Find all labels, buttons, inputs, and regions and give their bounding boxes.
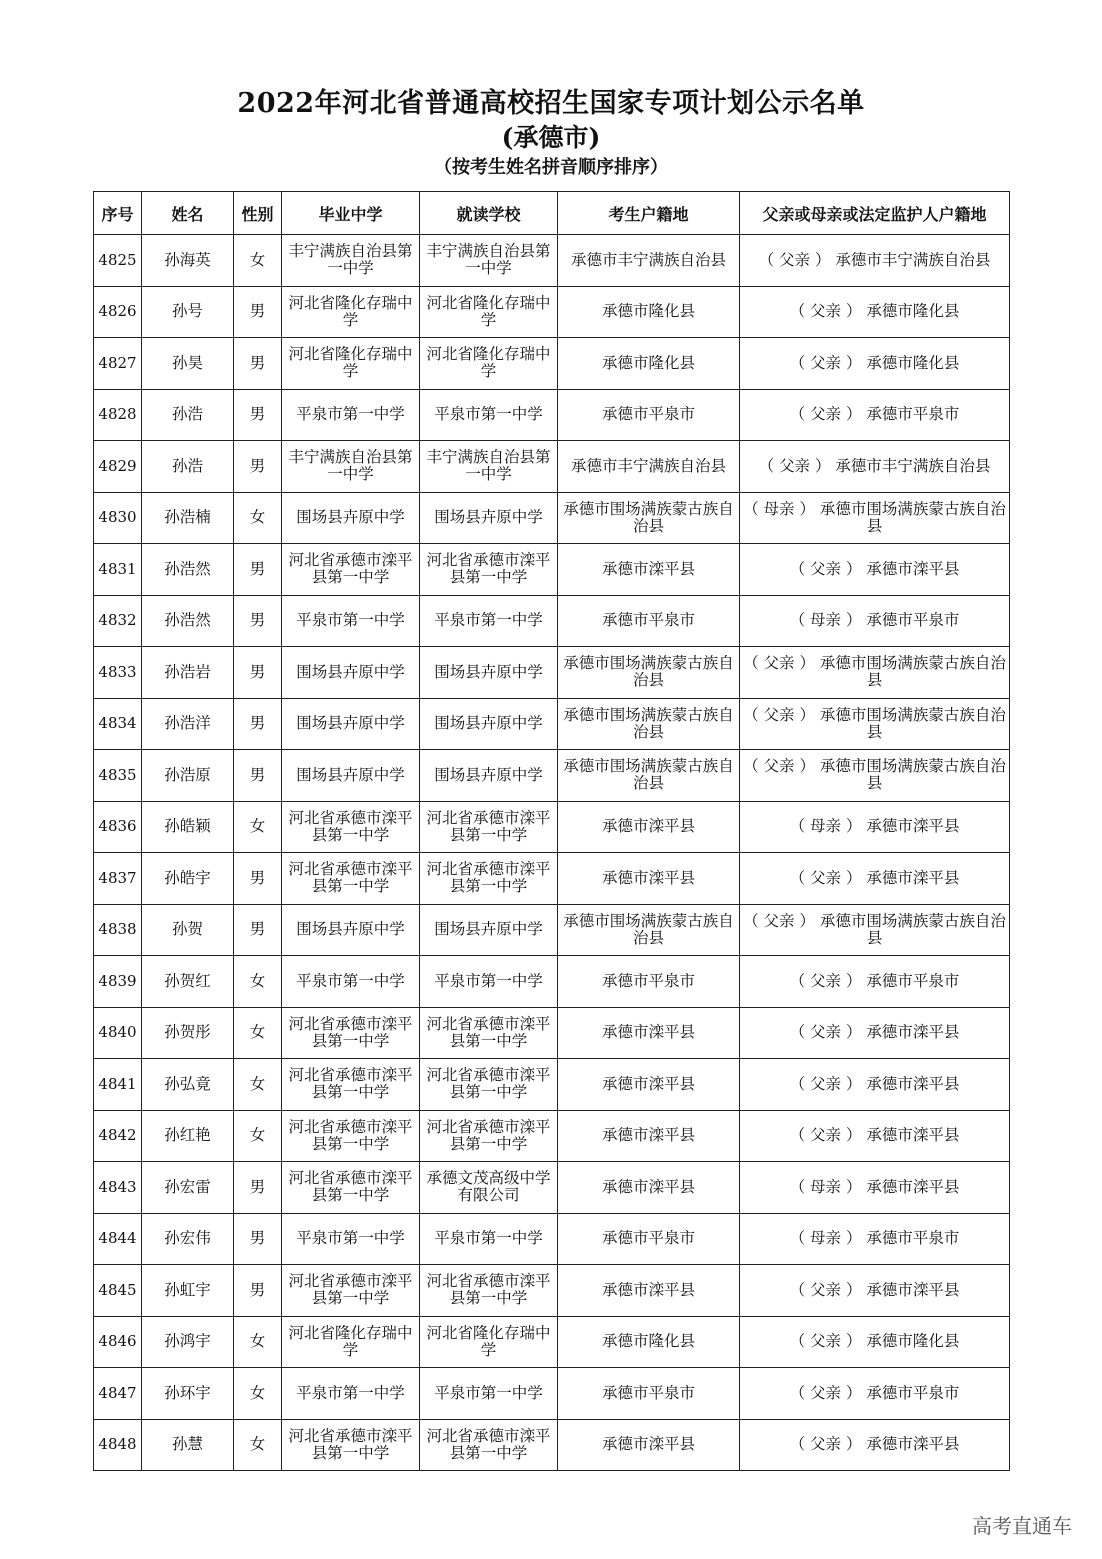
cell-guardian-registration: （ 母亲 ） 承德市平泉市 (740, 1213, 1010, 1265)
cell-index: 4839 (94, 956, 142, 1008)
table-row (94, 595, 1010, 647)
cell-guardian-registration: （ 父亲 ） 承德市平泉市 (740, 956, 1010, 1008)
cell-household-registration: 承德市平泉市 (558, 595, 740, 647)
table-row (94, 1419, 1010, 1471)
cell-graduated-school: 平泉市第一中学 (282, 1213, 420, 1265)
cell-guardian-registration: （ 父亲 ） 承德市围场满族蒙古族自治县 (740, 647, 1010, 699)
cell-guardian-registration: （ 父亲 ） 承德市丰宁满族自治县 (740, 441, 1010, 493)
cell-graduated-school: 河北省承德市滦平县第一中学 (282, 1265, 420, 1317)
cell-name: 孙贺彤 (142, 1007, 234, 1059)
cell-household-registration: 承德市平泉市 (558, 389, 740, 441)
cell-graduated-school: 围场县卉原中学 (282, 492, 420, 544)
cell-current-school: 围场县卉原中学 (420, 647, 558, 699)
cell-gender: 女 (234, 956, 282, 1008)
cell-household-registration: 承德市围场满族蒙古族自治县 (558, 904, 740, 956)
document-subtitle: (承德市) (501, 123, 601, 152)
cell-household-registration: 承德市围场满族蒙古族自治县 (558, 492, 740, 544)
table-row (94, 441, 1010, 493)
cell-guardian-registration: （ 父亲 ） 承德市围场满族蒙古族自治县 (740, 750, 1010, 802)
header-gender: 性别 (234, 192, 282, 235)
cell-gender: 男 (234, 1213, 282, 1265)
cell-guardian-registration: （ 父亲 ） 承德市隆化县 (740, 1316, 1010, 1368)
cell-guardian-registration: （ 父亲 ） 承德市滦平县 (740, 1007, 1010, 1059)
cell-household-registration: 承德市平泉市 (558, 1368, 740, 1420)
cell-gender: 男 (234, 1162, 282, 1214)
cell-current-school: 平泉市第一中学 (420, 595, 558, 647)
cell-current-school: 丰宁满族自治县第一中学 (420, 235, 558, 287)
cell-guardian-registration: （ 父亲 ） 承德市滦平县 (740, 1419, 1010, 1471)
cell-graduated-school: 平泉市第一中学 (282, 956, 420, 1008)
header-household-registration: 考生户籍地 (558, 192, 740, 235)
cell-index: 4829 (94, 441, 142, 493)
cell-household-registration: 承德市滦平县 (558, 1265, 740, 1317)
cell-guardian-registration: （ 母亲 ） 承德市平泉市 (740, 595, 1010, 647)
cell-current-school: 平泉市第一中学 (420, 389, 558, 441)
cell-household-registration: 承德市围场满族蒙古族自治县 (558, 647, 740, 699)
cell-graduated-school: 河北省隆化存瑞中学 (282, 338, 420, 390)
cell-household-registration: 承德市丰宁满族自治县 (558, 235, 740, 287)
cell-household-registration: 承德市滦平县 (558, 1007, 740, 1059)
table-row (94, 698, 1010, 750)
cell-gender: 男 (234, 286, 282, 338)
cell-current-school: 围场县卉原中学 (420, 750, 558, 802)
cell-household-registration: 承德市隆化县 (558, 338, 740, 390)
cell-gender: 女 (234, 1110, 282, 1162)
cell-guardian-registration: （ 母亲 ） 承德市滦平县 (740, 1162, 1010, 1214)
table-row (94, 904, 1010, 956)
cell-gender: 男 (234, 904, 282, 956)
cell-graduated-school: 围场县卉原中学 (282, 647, 420, 699)
header-graduated-school: 毕业中学 (282, 192, 420, 235)
cell-household-registration: 承德市围场满族蒙古族自治县 (558, 698, 740, 750)
cell-index: 4841 (94, 1059, 142, 1111)
cell-graduated-school: 平泉市第一中学 (282, 595, 420, 647)
cell-household-registration: 承德市滦平县 (558, 544, 740, 596)
table-row (94, 338, 1010, 390)
cell-name: 孙海英 (142, 235, 234, 287)
table-row (94, 1316, 1010, 1368)
cell-current-school: 河北省承德市滦平县第一中学 (420, 1419, 558, 1471)
cell-current-school: 河北省承德市滦平县第一中学 (420, 853, 558, 905)
cell-gender: 男 (234, 595, 282, 647)
cell-gender: 男 (234, 389, 282, 441)
cell-gender: 女 (234, 492, 282, 544)
document-title: 2022年河北省普通高校招生国家专项计划公示名单 (237, 88, 865, 119)
cell-index: 4837 (94, 853, 142, 905)
cell-index: 4834 (94, 698, 142, 750)
cell-graduated-school: 河北省隆化存瑞中学 (282, 1316, 420, 1368)
table-row (94, 801, 1010, 853)
table-row (94, 235, 1010, 287)
cell-name: 孙宏雷 (142, 1162, 234, 1214)
cell-guardian-registration: （ 父亲 ） 承德市隆化县 (740, 286, 1010, 338)
cell-guardian-registration: （ 父亲 ） 承德市滦平县 (740, 1059, 1010, 1111)
cell-household-registration: 承德市丰宁满族自治县 (558, 441, 740, 493)
watermark: 高考直通车 (972, 1514, 1072, 1538)
cell-graduated-school: 围场县卉原中学 (282, 698, 420, 750)
cell-index: 4846 (94, 1316, 142, 1368)
cell-gender: 男 (234, 338, 282, 390)
cell-index: 4832 (94, 595, 142, 647)
cell-guardian-registration: （ 父亲 ） 承德市丰宁满族自治县 (740, 235, 1010, 287)
table-row (94, 750, 1010, 802)
cell-index: 4847 (94, 1368, 142, 1420)
cell-gender: 女 (234, 1368, 282, 1420)
cell-name: 孙浩 (142, 441, 234, 493)
cell-graduated-school: 河北省承德市滦平县第一中学 (282, 544, 420, 596)
cell-current-school: 河北省承德市滦平县第一中学 (420, 1265, 558, 1317)
cell-household-registration: 承德市滦平县 (558, 1059, 740, 1111)
cell-gender: 女 (234, 1419, 282, 1471)
cell-name: 孙宏伟 (142, 1213, 234, 1265)
cell-graduated-school: 河北省承德市滦平县第一中学 (282, 853, 420, 905)
table-header-row (94, 192, 1010, 235)
candidate-table (93, 191, 1010, 1471)
table-row (94, 1059, 1010, 1111)
cell-current-school: 平泉市第一中学 (420, 1213, 558, 1265)
cell-household-registration: 承德市滦平县 (558, 853, 740, 905)
cell-current-school: 河北省承德市滦平县第一中学 (420, 801, 558, 853)
cell-name: 孙弘竟 (142, 1059, 234, 1111)
cell-household-registration: 承德市隆化县 (558, 1316, 740, 1368)
cell-household-registration: 承德市围场满族蒙古族自治县 (558, 750, 740, 802)
table-row (94, 1368, 1010, 1420)
table-row (94, 647, 1010, 699)
table-row (94, 853, 1010, 905)
cell-guardian-registration: （ 父亲 ） 承德市滦平县 (740, 853, 1010, 905)
cell-name: 孙皓宇 (142, 853, 234, 905)
cell-current-school: 承德文茂高级中学有限公司 (420, 1162, 558, 1214)
cell-current-school: 平泉市第一中学 (420, 956, 558, 1008)
cell-current-school: 河北省承德市滦平县第一中学 (420, 1007, 558, 1059)
cell-index: 4828 (94, 389, 142, 441)
cell-current-school: 围场县卉原中学 (420, 492, 558, 544)
cell-index: 4840 (94, 1007, 142, 1059)
cell-current-school: 河北省承德市滦平县第一中学 (420, 544, 558, 596)
cell-guardian-registration: （ 母亲 ） 承德市围场满族蒙古族自治县 (740, 492, 1010, 544)
cell-name: 孙红艳 (142, 1110, 234, 1162)
table-row (94, 286, 1010, 338)
cell-current-school: 围场县卉原中学 (420, 904, 558, 956)
cell-guardian-registration: （ 父亲 ） 承德市隆化县 (740, 338, 1010, 390)
cell-name: 孙浩岩 (142, 647, 234, 699)
table-row (94, 492, 1010, 544)
cell-guardian-registration: （ 父亲 ） 承德市滦平县 (740, 1265, 1010, 1317)
cell-gender: 女 (234, 801, 282, 853)
cell-gender: 女 (234, 1007, 282, 1059)
cell-household-registration: 承德市滦平县 (558, 801, 740, 853)
cell-name: 孙浩 (142, 389, 234, 441)
cell-gender: 男 (234, 698, 282, 750)
cell-index: 4826 (94, 286, 142, 338)
title-block (0, 86, 1102, 182)
cell-household-registration: 承德市滦平县 (558, 1419, 740, 1471)
table-row (94, 1265, 1010, 1317)
header-index: 序号 (94, 192, 142, 235)
cell-gender: 男 (234, 853, 282, 905)
cell-index: 4848 (94, 1419, 142, 1471)
cell-index: 4831 (94, 544, 142, 596)
cell-household-registration: 承德市平泉市 (558, 956, 740, 1008)
cell-graduated-school: 围场县卉原中学 (282, 904, 420, 956)
header-current-school: 就读学校 (420, 192, 558, 235)
cell-name: 孙贺 (142, 904, 234, 956)
cell-name: 孙皓颖 (142, 801, 234, 853)
cell-guardian-registration: （ 父亲 ） 承德市平泉市 (740, 1368, 1010, 1420)
cell-index: 4843 (94, 1162, 142, 1214)
cell-name: 孙贺红 (142, 956, 234, 1008)
cell-name: 孙昊 (142, 338, 234, 390)
cell-name: 孙浩原 (142, 750, 234, 802)
cell-current-school: 围场县卉原中学 (420, 698, 558, 750)
table-body (94, 235, 1010, 1471)
table-row (94, 544, 1010, 596)
cell-index: 4833 (94, 647, 142, 699)
cell-current-school: 河北省隆化存瑞中学 (420, 338, 558, 390)
cell-graduated-school: 河北省承德市滦平县第一中学 (282, 1059, 420, 1111)
cell-index: 4836 (94, 801, 142, 853)
cell-name: 孙浩然 (142, 544, 234, 596)
table-row (94, 389, 1010, 441)
cell-name: 孙虹宇 (142, 1265, 234, 1317)
cell-index: 4842 (94, 1110, 142, 1162)
cell-guardian-registration: （ 父亲 ） 承德市滦平县 (740, 544, 1010, 596)
cell-household-registration: 承德市滦平县 (558, 1162, 740, 1214)
cell-graduated-school: 河北省承德市滦平县第一中学 (282, 1162, 420, 1214)
cell-current-school: 丰宁满族自治县第一中学 (420, 441, 558, 493)
cell-current-school: 河北省承德市滦平县第一中学 (420, 1110, 558, 1162)
header-guardian-registration: 父亲或母亲或法定监护人户籍地 (740, 192, 1010, 235)
cell-index: 4825 (94, 235, 142, 287)
table-row (94, 1110, 1010, 1162)
cell-graduated-school: 河北省承德市滦平县第一中学 (282, 1110, 420, 1162)
cell-household-registration: 承德市平泉市 (558, 1213, 740, 1265)
table-row (94, 1162, 1010, 1214)
cell-index: 4830 (94, 492, 142, 544)
cell-index: 4827 (94, 338, 142, 390)
cell-current-school: 河北省承德市滦平县第一中学 (420, 1059, 558, 1111)
table-row (94, 1007, 1010, 1059)
cell-graduated-school: 河北省承德市滦平县第一中学 (282, 801, 420, 853)
cell-gender: 女 (234, 1059, 282, 1111)
cell-current-school: 河北省隆化存瑞中学 (420, 286, 558, 338)
table-row (94, 1213, 1010, 1265)
table-row (94, 956, 1010, 1008)
cell-graduated-school: 河北省承德市滦平县第一中学 (282, 1419, 420, 1471)
cell-household-registration: 承德市隆化县 (558, 286, 740, 338)
cell-graduated-school: 河北省隆化存瑞中学 (282, 286, 420, 338)
cell-name: 孙鸿宇 (142, 1316, 234, 1368)
cell-guardian-registration: （ 父亲 ） 承德市滦平县 (740, 1110, 1010, 1162)
cell-index: 4844 (94, 1213, 142, 1265)
cell-index: 4838 (94, 904, 142, 956)
cell-gender: 男 (234, 441, 282, 493)
cell-current-school: 河北省隆化存瑞中学 (420, 1316, 558, 1368)
cell-household-registration: 承德市滦平县 (558, 1110, 740, 1162)
cell-gender: 女 (234, 1316, 282, 1368)
cell-gender: 男 (234, 1265, 282, 1317)
cell-name: 孙号 (142, 286, 234, 338)
cell-name: 孙慧 (142, 1419, 234, 1471)
cell-index: 4845 (94, 1265, 142, 1317)
cell-name: 孙环宇 (142, 1368, 234, 1420)
cell-name: 孙浩然 (142, 595, 234, 647)
cell-guardian-registration: （ 父亲 ） 承德市围场满族蒙古族自治县 (740, 698, 1010, 750)
cell-gender: 女 (234, 235, 282, 287)
cell-graduated-school: 平泉市第一中学 (282, 389, 420, 441)
cell-graduated-school: 围场县卉原中学 (282, 750, 420, 802)
cell-gender: 男 (234, 750, 282, 802)
cell-graduated-school: 平泉市第一中学 (282, 1368, 420, 1420)
sort-note: （按考生姓名拼音顺序排序） (434, 157, 668, 178)
cell-name: 孙浩洋 (142, 698, 234, 750)
cell-graduated-school: 丰宁满族自治县第一中学 (282, 235, 420, 287)
cell-guardian-registration: （ 父亲 ） 承德市围场满族蒙古族自治县 (740, 904, 1010, 956)
cell-graduated-school: 丰宁满族自治县第一中学 (282, 441, 420, 493)
header-name: 姓名 (142, 192, 234, 235)
cell-graduated-school: 河北省承德市滦平县第一中学 (282, 1007, 420, 1059)
cell-guardian-registration: （ 父亲 ） 承德市平泉市 (740, 389, 1010, 441)
cell-gender: 男 (234, 544, 282, 596)
cell-guardian-registration: （ 母亲 ） 承德市滦平县 (740, 801, 1010, 853)
cell-current-school: 平泉市第一中学 (420, 1368, 558, 1420)
cell-name: 孙浩楠 (142, 492, 234, 544)
cell-gender: 男 (234, 647, 282, 699)
cell-index: 4835 (94, 750, 142, 802)
